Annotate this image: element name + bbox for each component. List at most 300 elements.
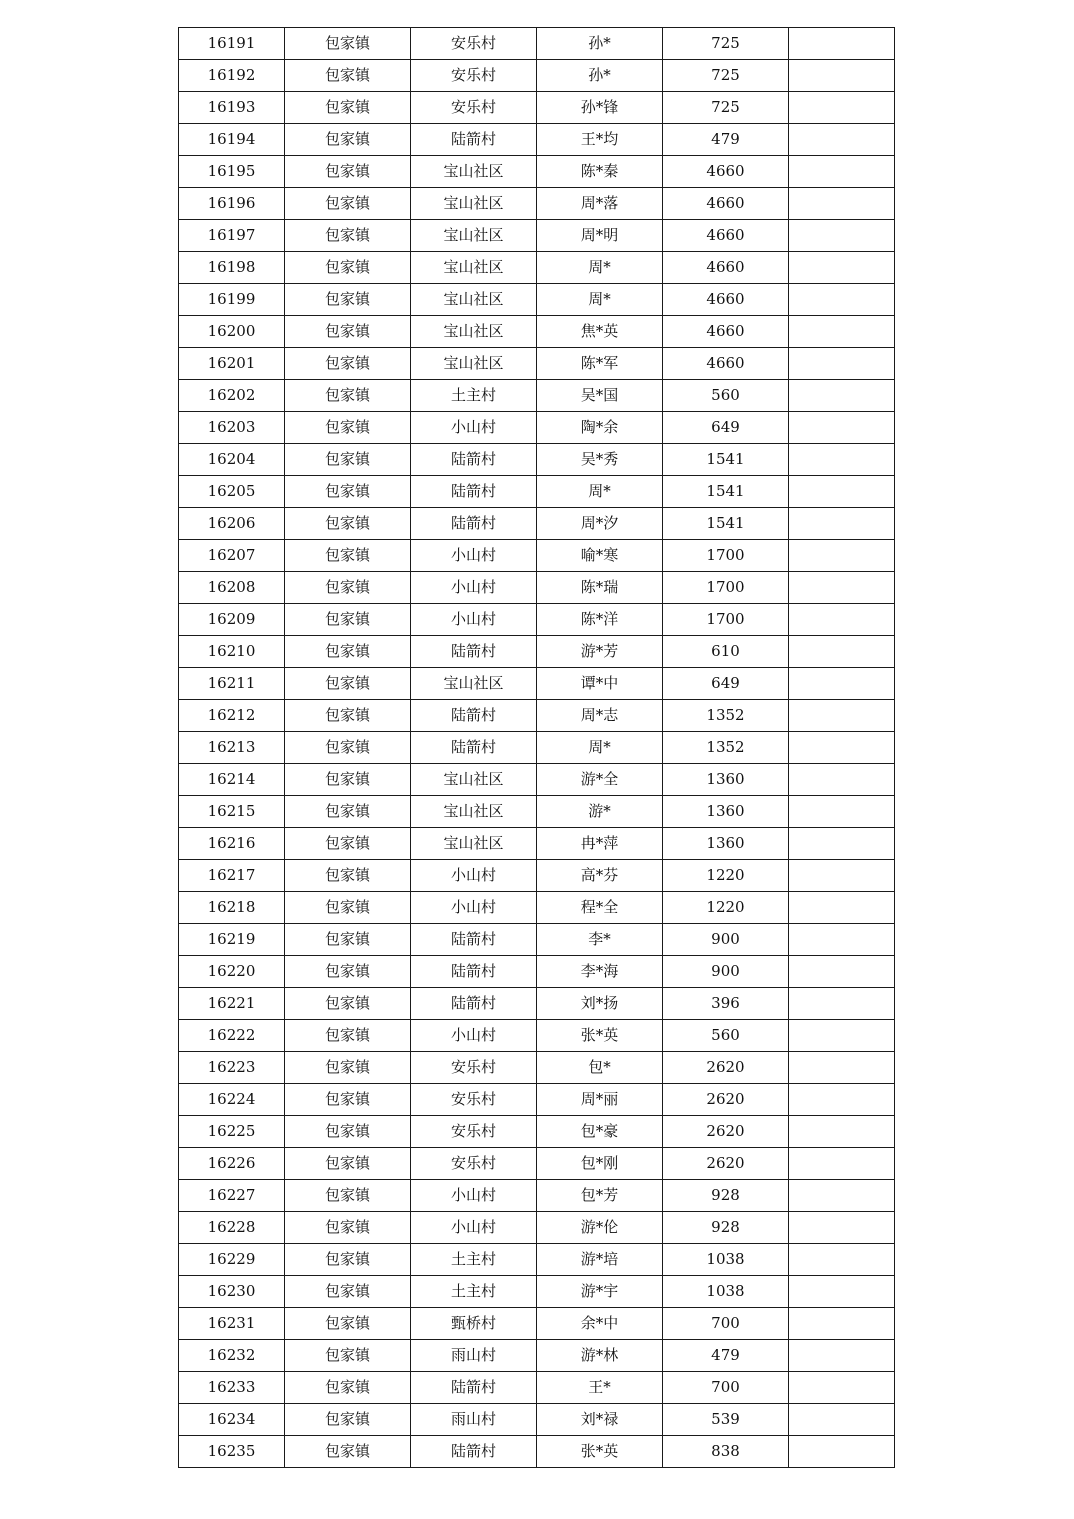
town-cell: 包家镇	[285, 924, 411, 956]
town-cell: 包家镇	[285, 92, 411, 124]
village-cell: 小山村	[411, 572, 537, 604]
town-cell: 包家镇	[285, 412, 411, 444]
row-number-cell: 16201	[179, 348, 285, 380]
remark-cell	[789, 1372, 895, 1404]
name-cell: 周*明	[537, 220, 663, 252]
name-cell: 包*豪	[537, 1116, 663, 1148]
name-cell: 冉*萍	[537, 828, 663, 860]
amount-cell: 4660	[663, 252, 789, 284]
town-cell: 包家镇	[285, 796, 411, 828]
name-cell: 周*丽	[537, 1084, 663, 1116]
town-cell: 包家镇	[285, 1084, 411, 1116]
amount-cell: 649	[663, 668, 789, 700]
table-row	[179, 1180, 895, 1212]
remark-cell	[789, 668, 895, 700]
table-row	[179, 796, 895, 828]
remark-cell	[789, 924, 895, 956]
name-cell: 游*	[537, 796, 663, 828]
data-table	[178, 27, 895, 1468]
town-cell: 包家镇	[285, 1212, 411, 1244]
amount-cell: 725	[663, 92, 789, 124]
town-cell: 包家镇	[285, 220, 411, 252]
remark-cell	[789, 1020, 895, 1052]
row-number-cell: 16213	[179, 732, 285, 764]
village-cell: 宝山社区	[411, 348, 537, 380]
town-cell: 包家镇	[285, 1308, 411, 1340]
town-cell: 包家镇	[285, 188, 411, 220]
village-cell: 小山村	[411, 860, 537, 892]
remark-cell	[789, 828, 895, 860]
table-row	[179, 1340, 895, 1372]
amount-cell: 560	[663, 380, 789, 412]
town-cell: 包家镇	[285, 28, 411, 60]
amount-cell: 1220	[663, 892, 789, 924]
name-cell: 包*	[537, 1052, 663, 1084]
town-cell: 包家镇	[285, 1436, 411, 1468]
remark-cell	[789, 1212, 895, 1244]
row-number-cell: 16194	[179, 124, 285, 156]
amount-cell: 1541	[663, 476, 789, 508]
row-number-cell: 16233	[179, 1372, 285, 1404]
name-cell: 孙*	[537, 60, 663, 92]
row-number-cell: 16195	[179, 156, 285, 188]
table-row	[179, 1052, 895, 1084]
remark-cell	[789, 988, 895, 1020]
village-cell: 宝山社区	[411, 284, 537, 316]
amount-cell: 479	[663, 1340, 789, 1372]
table-row	[179, 700, 895, 732]
name-cell: 孙*锋	[537, 92, 663, 124]
amount-cell: 700	[663, 1308, 789, 1340]
row-number-cell: 16203	[179, 412, 285, 444]
amount-cell: 610	[663, 636, 789, 668]
village-cell: 小山村	[411, 604, 537, 636]
table-row	[179, 1148, 895, 1180]
row-number-cell: 16212	[179, 700, 285, 732]
row-number-cell: 16232	[179, 1340, 285, 1372]
table-row	[179, 1212, 895, 1244]
amount-cell: 4660	[663, 156, 789, 188]
remark-cell	[789, 1084, 895, 1116]
row-number-cell: 16210	[179, 636, 285, 668]
remark-cell	[789, 796, 895, 828]
amount-cell: 1038	[663, 1244, 789, 1276]
table-row	[179, 188, 895, 220]
table-row	[179, 540, 895, 572]
row-number-cell: 16215	[179, 796, 285, 828]
village-cell: 小山村	[411, 1212, 537, 1244]
name-cell: 游*伦	[537, 1212, 663, 1244]
remark-cell	[789, 1436, 895, 1468]
name-cell: 游*林	[537, 1340, 663, 1372]
village-cell: 宝山社区	[411, 188, 537, 220]
row-number-cell: 16234	[179, 1404, 285, 1436]
remark-cell	[789, 380, 895, 412]
village-cell: 陆箭村	[411, 476, 537, 508]
amount-cell: 1700	[663, 540, 789, 572]
village-cell: 安乐村	[411, 60, 537, 92]
village-cell: 陆箭村	[411, 956, 537, 988]
table-row	[179, 508, 895, 540]
name-cell: 喻*寒	[537, 540, 663, 572]
village-cell: 安乐村	[411, 1116, 537, 1148]
town-cell: 包家镇	[285, 316, 411, 348]
town-cell: 包家镇	[285, 1244, 411, 1276]
town-cell: 包家镇	[285, 636, 411, 668]
name-cell: 李*海	[537, 956, 663, 988]
village-cell: 小山村	[411, 1180, 537, 1212]
amount-cell: 1700	[663, 572, 789, 604]
village-cell: 小山村	[411, 540, 537, 572]
name-cell: 孙*	[537, 28, 663, 60]
remark-cell	[789, 1116, 895, 1148]
table-row	[179, 828, 895, 860]
row-number-cell: 16209	[179, 604, 285, 636]
row-number-cell: 16211	[179, 668, 285, 700]
table-row	[179, 220, 895, 252]
remark-cell	[789, 28, 895, 60]
town-cell: 包家镇	[285, 828, 411, 860]
town-cell: 包家镇	[285, 1180, 411, 1212]
village-cell: 土主村	[411, 1276, 537, 1308]
town-cell: 包家镇	[285, 572, 411, 604]
village-cell: 宝山社区	[411, 668, 537, 700]
name-cell: 王*均	[537, 124, 663, 156]
name-cell: 刘*扬	[537, 988, 663, 1020]
town-cell: 包家镇	[285, 956, 411, 988]
amount-cell: 1360	[663, 796, 789, 828]
amount-cell: 1220	[663, 860, 789, 892]
table-row	[179, 1084, 895, 1116]
amount-cell: 2620	[663, 1052, 789, 1084]
village-cell: 陆箭村	[411, 444, 537, 476]
town-cell: 包家镇	[285, 508, 411, 540]
amount-cell: 1360	[663, 828, 789, 860]
table-row	[179, 124, 895, 156]
village-cell: 宝山社区	[411, 252, 537, 284]
name-cell: 游*培	[537, 1244, 663, 1276]
remark-cell	[789, 444, 895, 476]
row-number-cell: 16220	[179, 956, 285, 988]
row-number-cell: 16200	[179, 316, 285, 348]
town-cell: 包家镇	[285, 1020, 411, 1052]
remark-cell	[789, 1052, 895, 1084]
table-row	[179, 988, 895, 1020]
row-number-cell: 16227	[179, 1180, 285, 1212]
remark-cell	[789, 156, 895, 188]
town-cell: 包家镇	[285, 732, 411, 764]
table-row	[179, 156, 895, 188]
table-row	[179, 412, 895, 444]
village-cell: 安乐村	[411, 28, 537, 60]
table-row	[179, 1020, 895, 1052]
town-cell: 包家镇	[285, 1340, 411, 1372]
town-cell: 包家镇	[285, 380, 411, 412]
village-cell: 甄桥村	[411, 1308, 537, 1340]
row-number-cell: 16214	[179, 764, 285, 796]
village-cell: 陆箭村	[411, 732, 537, 764]
town-cell: 包家镇	[285, 668, 411, 700]
remark-cell	[789, 348, 895, 380]
town-cell: 包家镇	[285, 124, 411, 156]
remark-cell	[789, 892, 895, 924]
name-cell: 王*	[537, 1372, 663, 1404]
table-row	[179, 476, 895, 508]
remark-cell	[789, 60, 895, 92]
remark-cell	[789, 1180, 895, 1212]
row-number-cell: 16230	[179, 1276, 285, 1308]
row-number-cell: 16217	[179, 860, 285, 892]
amount-cell: 649	[663, 412, 789, 444]
table-row	[179, 444, 895, 476]
row-number-cell: 16229	[179, 1244, 285, 1276]
village-cell: 土主村	[411, 380, 537, 412]
amount-cell: 2620	[663, 1148, 789, 1180]
table-row	[179, 764, 895, 796]
amount-cell: 900	[663, 956, 789, 988]
village-cell: 土主村	[411, 1244, 537, 1276]
amount-cell: 4660	[663, 220, 789, 252]
name-cell: 游*芳	[537, 636, 663, 668]
row-number-cell: 16219	[179, 924, 285, 956]
village-cell: 宝山社区	[411, 796, 537, 828]
name-cell: 陈*瑞	[537, 572, 663, 604]
name-cell: 周*汐	[537, 508, 663, 540]
name-cell: 陶*余	[537, 412, 663, 444]
village-cell: 安乐村	[411, 1052, 537, 1084]
remark-cell	[789, 732, 895, 764]
name-cell: 吴*国	[537, 380, 663, 412]
remark-cell	[789, 700, 895, 732]
name-cell: 周*	[537, 252, 663, 284]
name-cell: 吴*秀	[537, 444, 663, 476]
row-number-cell: 16208	[179, 572, 285, 604]
village-cell: 陆箭村	[411, 636, 537, 668]
town-cell: 包家镇	[285, 444, 411, 476]
town-cell: 包家镇	[285, 860, 411, 892]
amount-cell: 928	[663, 1180, 789, 1212]
row-number-cell: 16205	[179, 476, 285, 508]
amount-cell: 700	[663, 1372, 789, 1404]
remark-cell	[789, 1276, 895, 1308]
village-cell: 安乐村	[411, 92, 537, 124]
table-row	[179, 348, 895, 380]
village-cell: 陆箭村	[411, 1372, 537, 1404]
remark-cell	[789, 412, 895, 444]
row-number-cell: 16197	[179, 220, 285, 252]
row-number-cell: 16198	[179, 252, 285, 284]
amount-cell: 4660	[663, 284, 789, 316]
town-cell: 包家镇	[285, 348, 411, 380]
village-cell: 陆箭村	[411, 124, 537, 156]
village-cell: 陆箭村	[411, 1436, 537, 1468]
remark-cell	[789, 476, 895, 508]
town-cell: 包家镇	[285, 1372, 411, 1404]
row-number-cell: 16206	[179, 508, 285, 540]
village-cell: 宝山社区	[411, 220, 537, 252]
town-cell: 包家镇	[285, 284, 411, 316]
amount-cell: 560	[663, 1020, 789, 1052]
table-row	[179, 316, 895, 348]
town-cell: 包家镇	[285, 60, 411, 92]
name-cell: 陈*秦	[537, 156, 663, 188]
table-row	[179, 892, 895, 924]
table-row	[179, 1244, 895, 1276]
amount-cell: 838	[663, 1436, 789, 1468]
table-row	[179, 924, 895, 956]
village-cell: 安乐村	[411, 1148, 537, 1180]
name-cell: 游*全	[537, 764, 663, 796]
village-cell: 宝山社区	[411, 156, 537, 188]
village-cell: 小山村	[411, 412, 537, 444]
village-cell: 宝山社区	[411, 764, 537, 796]
row-number-cell: 16222	[179, 1020, 285, 1052]
remark-cell	[789, 860, 895, 892]
name-cell: 高*芬	[537, 860, 663, 892]
amount-cell: 396	[663, 988, 789, 1020]
table-row	[179, 1116, 895, 1148]
town-cell: 包家镇	[285, 988, 411, 1020]
row-number-cell: 16192	[179, 60, 285, 92]
remark-cell	[789, 92, 895, 124]
amount-cell: 4660	[663, 188, 789, 220]
name-cell: 周*志	[537, 700, 663, 732]
row-number-cell: 16228	[179, 1212, 285, 1244]
village-cell: 安乐村	[411, 1084, 537, 1116]
table-row	[179, 1404, 895, 1436]
remark-cell	[789, 1148, 895, 1180]
row-number-cell: 16196	[179, 188, 285, 220]
row-number-cell: 16223	[179, 1052, 285, 1084]
remark-cell	[789, 636, 895, 668]
row-number-cell: 16204	[179, 444, 285, 476]
town-cell: 包家镇	[285, 1404, 411, 1436]
village-cell: 雨山村	[411, 1340, 537, 1372]
remark-cell	[789, 1308, 895, 1340]
name-cell: 周*	[537, 732, 663, 764]
table-row	[179, 92, 895, 124]
table-row	[179, 1372, 895, 1404]
town-cell: 包家镇	[285, 252, 411, 284]
town-cell: 包家镇	[285, 892, 411, 924]
town-cell: 包家镇	[285, 1116, 411, 1148]
remark-cell	[789, 540, 895, 572]
table-row	[179, 732, 895, 764]
town-cell: 包家镇	[285, 764, 411, 796]
row-number-cell: 16199	[179, 284, 285, 316]
amount-cell: 928	[663, 1212, 789, 1244]
name-cell: 余*中	[537, 1308, 663, 1340]
remark-cell	[789, 572, 895, 604]
row-number-cell: 16226	[179, 1148, 285, 1180]
name-cell: 周*	[537, 284, 663, 316]
table-row	[179, 1436, 895, 1468]
table-row	[179, 284, 895, 316]
name-cell: 包*刚	[537, 1148, 663, 1180]
table-body	[179, 28, 895, 1468]
amount-cell: 725	[663, 28, 789, 60]
remark-cell	[789, 188, 895, 220]
row-number-cell: 16191	[179, 28, 285, 60]
name-cell: 张*英	[537, 1436, 663, 1468]
table-row	[179, 956, 895, 988]
name-cell: 周*	[537, 476, 663, 508]
name-cell: 程*全	[537, 892, 663, 924]
name-cell: 包*芳	[537, 1180, 663, 1212]
row-number-cell: 16224	[179, 1084, 285, 1116]
amount-cell: 1700	[663, 604, 789, 636]
table-row	[179, 1276, 895, 1308]
name-cell: 张*英	[537, 1020, 663, 1052]
remark-cell	[789, 1340, 895, 1372]
row-number-cell: 16216	[179, 828, 285, 860]
table-row	[179, 604, 895, 636]
town-cell: 包家镇	[285, 540, 411, 572]
name-cell: 周*落	[537, 188, 663, 220]
amount-cell: 725	[663, 60, 789, 92]
table-row	[179, 28, 895, 60]
name-cell: 陈*军	[537, 348, 663, 380]
row-number-cell: 16193	[179, 92, 285, 124]
table-row	[179, 668, 895, 700]
table-row	[179, 380, 895, 412]
village-cell: 雨山村	[411, 1404, 537, 1436]
name-cell: 刘*禄	[537, 1404, 663, 1436]
amount-cell: 1541	[663, 444, 789, 476]
town-cell: 包家镇	[285, 1148, 411, 1180]
village-cell: 陆箭村	[411, 700, 537, 732]
name-cell: 游*宇	[537, 1276, 663, 1308]
remark-cell	[789, 508, 895, 540]
remark-cell	[789, 220, 895, 252]
amount-cell: 479	[663, 124, 789, 156]
town-cell: 包家镇	[285, 1276, 411, 1308]
amount-cell: 1352	[663, 732, 789, 764]
row-number-cell: 16207	[179, 540, 285, 572]
amount-cell: 1360	[663, 764, 789, 796]
row-number-cell: 16231	[179, 1308, 285, 1340]
village-cell: 小山村	[411, 892, 537, 924]
amount-cell: 2620	[663, 1116, 789, 1148]
remark-cell	[789, 316, 895, 348]
remark-cell	[789, 1404, 895, 1436]
amount-cell: 1038	[663, 1276, 789, 1308]
row-number-cell: 16221	[179, 988, 285, 1020]
village-cell: 陆箭村	[411, 988, 537, 1020]
row-number-cell: 16218	[179, 892, 285, 924]
name-cell: 陈*洋	[537, 604, 663, 636]
remark-cell	[789, 1244, 895, 1276]
table-row	[179, 60, 895, 92]
name-cell: 焦*英	[537, 316, 663, 348]
amount-cell: 900	[663, 924, 789, 956]
amount-cell: 4660	[663, 316, 789, 348]
remark-cell	[789, 604, 895, 636]
remark-cell	[789, 284, 895, 316]
amount-cell: 1541	[663, 508, 789, 540]
village-cell: 陆箭村	[411, 508, 537, 540]
remark-cell	[789, 252, 895, 284]
table-row	[179, 1308, 895, 1340]
amount-cell: 1352	[663, 700, 789, 732]
amount-cell: 4660	[663, 348, 789, 380]
village-cell: 小山村	[411, 1020, 537, 1052]
town-cell: 包家镇	[285, 700, 411, 732]
name-cell: 谭*中	[537, 668, 663, 700]
town-cell: 包家镇	[285, 476, 411, 508]
row-number-cell: 16225	[179, 1116, 285, 1148]
remark-cell	[789, 956, 895, 988]
